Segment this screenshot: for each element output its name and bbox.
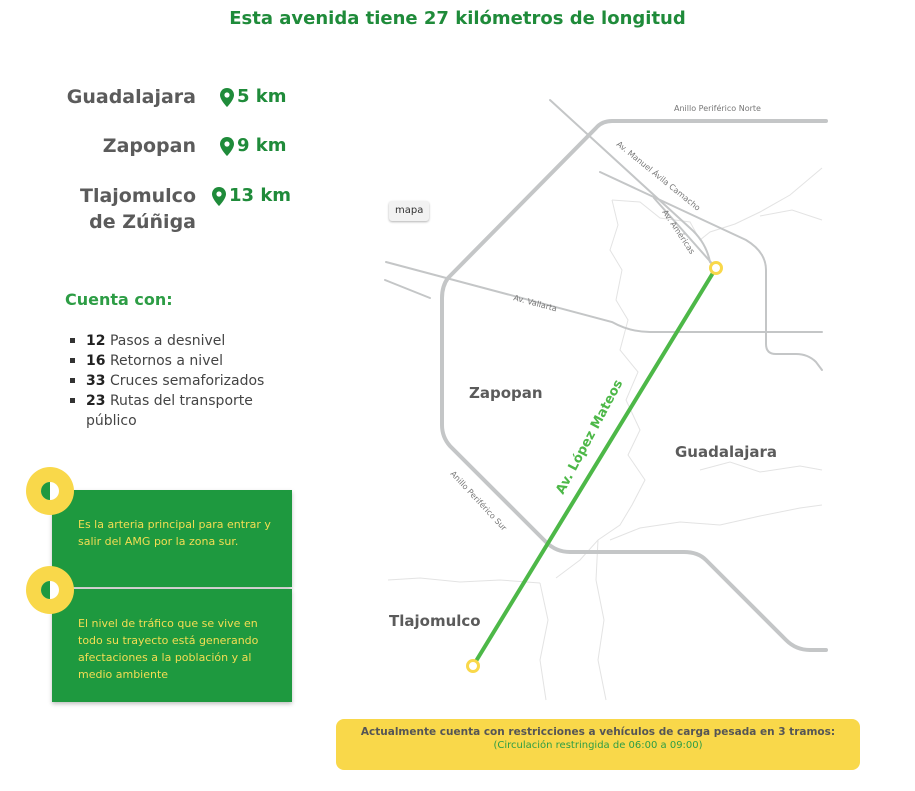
route-end-marker: [468, 661, 479, 672]
city-zapopan: Zapopan: [102, 135, 196, 157]
city-line: de Zúñiga: [89, 211, 196, 233]
mapa-button[interactable]: mapa: [389, 201, 429, 221]
city-guadalajara: Guadalajara: [66, 86, 196, 108]
area-zapopan: Zapopan: [469, 384, 543, 402]
page-title: Esta avenida tiene 27 kilómetros de longitud: [229, 8, 686, 29]
city-line: Tlajomulco: [79, 185, 196, 207]
av-lopez-mateos-line: [473, 268, 716, 666]
list-item: 33 Cruces semaforizados: [68, 371, 298, 391]
km-value: 9 km: [237, 135, 287, 156]
area-tlajomulco: Tlajomulco: [389, 612, 481, 630]
info-text: El nivel de tráfico que se vive en todo su trayecto está generando afectaciones a la población y al medio ambiente: [78, 617, 259, 681]
roads: [385, 100, 826, 650]
route-start-marker: [711, 263, 722, 274]
list-item: 16 Retornos a nivel: [68, 351, 298, 371]
label-vallarta: Av. Vallarta: [512, 293, 558, 314]
list-item: 23 Rutas del transporte público: [68, 391, 298, 431]
list-item: 12 Pasos a desnivel: [68, 331, 298, 351]
info-text: Es la arteria principal para entrar y salir del AMG por la zona sur.: [78, 518, 271, 548]
label-periferico-sur: Anillo Periférico Sur: [448, 469, 509, 533]
label-lopez-mateos: Av. López Mateos: [553, 377, 627, 497]
cuenta-title: Cuenta con:: [65, 290, 173, 309]
label-periferico-norte: Anillo Periférico Norte: [674, 104, 761, 113]
km-value: 13 km: [229, 185, 292, 206]
label-americas: Av. Américas: [660, 208, 697, 256]
area-guadalajara: Guadalajara: [675, 443, 778, 461]
km-value: 5 km: [237, 86, 287, 107]
notice-schedule: (Circulación restringida de 06:00 a 09:00): [493, 740, 703, 751]
restriction-notice: [336, 719, 860, 770]
minor-road: [385, 280, 430, 298]
label-avila-camacho: Av. Manuel Ávila Camacho: [614, 139, 703, 213]
notice-text: Actualmente cuenta con restricciones a vehículos de carga pesada en 3 tramos:: [360, 726, 836, 738]
